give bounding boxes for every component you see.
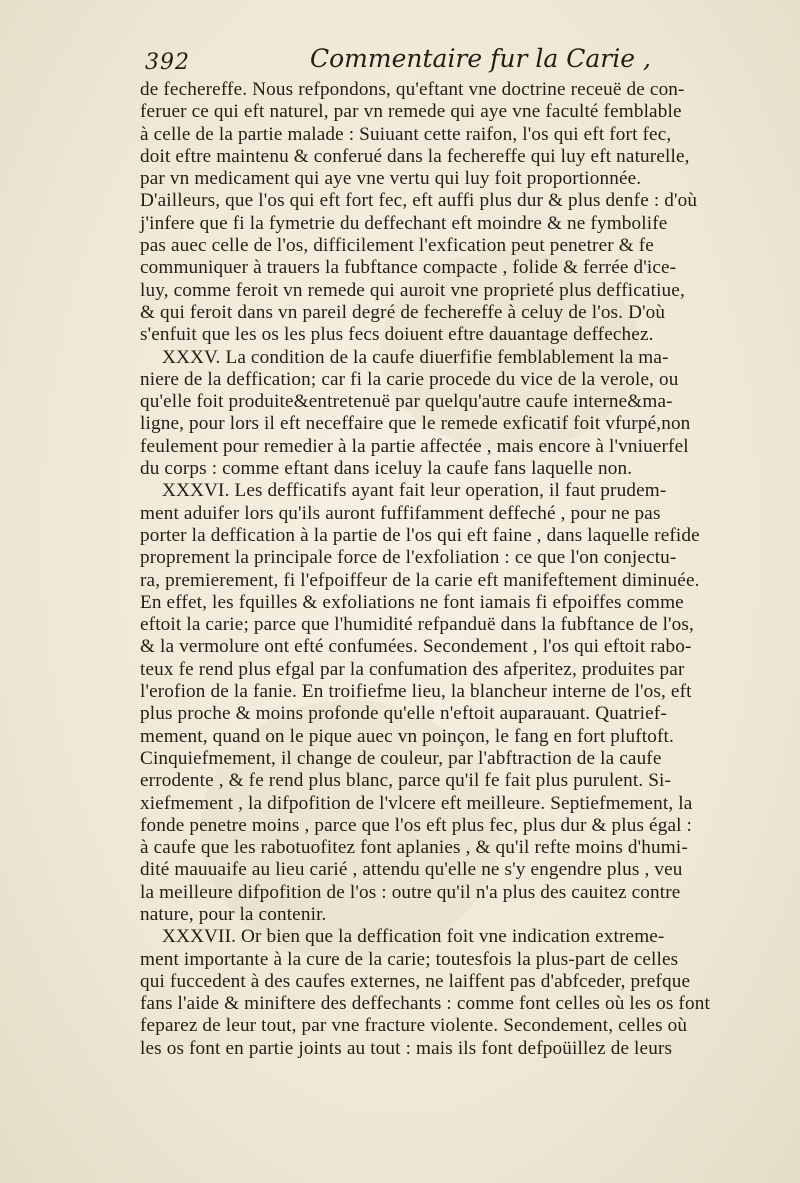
text-line: dité mauuaife au lieu carié , attendu qu'elle ne s'y engendre plus , veu xyxy=(140,859,683,881)
text-line: nature, pour la contenir. xyxy=(140,903,327,925)
text-line: du corps : comme eftant dans iceluy la caufe fans laquelle non. xyxy=(140,458,633,480)
text-line: à celle de la partie malade : Suiuant cette raifon, l'os qui eft fort fec, xyxy=(140,123,672,145)
text-line: communiquer à trauers la fubftance compacte , folide & ferrée d'ice- xyxy=(140,257,677,279)
body-text xyxy=(140,79,792,1060)
page-number: 392 xyxy=(145,50,190,75)
text-line: s'enfuit que les os les plus fecs doiuent eftre dauantage deffechez. xyxy=(140,324,654,346)
page-header xyxy=(145,44,650,84)
text-line: feparez de leur tout, par vne fracture violente. Secondement, celles où xyxy=(140,1015,688,1037)
text-line: ra, premierement, fi l'efpoiffeur de la carie eft manifeftement diminuée. xyxy=(140,569,700,591)
text-line: teux fe rend plus efgal par la confumation des afperitez, produites par xyxy=(140,658,685,680)
text-line: & qui feroit dans vn pareil degré de fechereffe à celuy de l'os. D'où xyxy=(140,301,666,323)
text-line: pas auec celle de l'os, difficilement l'exfication peut penetrer & fe xyxy=(140,235,654,257)
text-line: de fechereffe. Nous refpondons, qu'eftant vne doctrine receuë de con- xyxy=(140,79,685,100)
text-line: luy, comme feroit vn remede qui auroit vne proprieté plus defficatiue, xyxy=(140,279,685,301)
text-line: porter la deffication à la partie de l'os qui eft faine , dans laquelle refide xyxy=(140,524,700,546)
text-line: niere de la deffication; car fi la carie procede du vice de la verole, ou xyxy=(140,368,679,390)
running-title: Commentaire fur la Carie , xyxy=(310,44,651,73)
text-line: proprement la principale force de l'exfoliation : ce que l'on conjectu- xyxy=(140,547,677,569)
text-line: ment aduifer lors qu'ils auront fuffifamment deffeché , pour ne pas xyxy=(140,502,661,524)
text-line: XXXV. La condition de la caufe diuerfifie femblablement la ma- xyxy=(162,346,669,368)
text-line: En effet, les fquilles & exfoliations ne font iamais fi efpoiffes comme xyxy=(140,591,684,613)
text-line: doit eftre maintenu & conferué dans la fechereffe qui luy eft naturelle, xyxy=(140,145,690,167)
text-line: mement, quand on le pique auec vn poinçon, le fang en fort pluftoft. xyxy=(140,725,674,747)
text-line: XXXVI. Les defficatifs ayant fait leur operation, il faut prudem- xyxy=(162,480,667,502)
text-line: l'erofion de la fanie. En troifiefme lieu, la blancheur interne de l'os, eft xyxy=(140,681,692,703)
text-line: D'ailleurs, que l'os qui eft fort fec, eft auffi plus dur & plus denfe : d'où xyxy=(140,190,698,212)
text-line: qui fuccedent à des caufes externes, ne laiffent pas d'abfceder, prefque xyxy=(140,970,691,992)
text-line: j'infere que fi la fymetrie du deffechant eft moindre & ne fymbolife xyxy=(140,212,668,234)
text-line: XXXVII. Or bien que la deffication foit vne indication extreme- xyxy=(162,926,665,948)
text-line: xiefmement , la difpofition de l'vlcere eft meilleure. Septiefmement, la xyxy=(140,792,693,814)
text-line: plus proche & moins profonde qu'elle n'eftoit auparauant. Quatrief- xyxy=(140,703,667,725)
text-line: fonde penetre moins , parce que l'os eft plus fec, plus dur & plus égal : xyxy=(140,814,693,836)
text-line: les os font en partie joints au tout : mais ils font defpoüillez de leurs xyxy=(140,1037,673,1059)
text-line: errodente , & fe rend plus blanc, parce qu'il fe fait plus purulent. Si- xyxy=(140,770,672,792)
text-line: à caufe que les rabotuofitez font aplanies , & qu'il refte moins d'humi- xyxy=(140,837,688,859)
text-line: feruer ce qui eft naturel, par vn remede qui aye vne faculté femblable xyxy=(140,101,682,123)
text-line: eftoit la carie; parce que l'humidité refpanduë dans la fubftance de l'os, xyxy=(140,614,694,636)
text-line: & la vermolure ont efté confumées. Secondement , l'os qui eftoit rabo- xyxy=(140,636,692,658)
text-line: ligne, pour lors il eft neceffaire que le remede exficatif foit vfurpé,non xyxy=(140,413,691,435)
text-line: fans l'aide & miniftere des deffechants : comme font celles où les os font xyxy=(140,993,710,1015)
text-line: par vn medicament qui aye vne vertu qui luy foit proportionnée. xyxy=(140,168,642,190)
text-line: ment importante à la cure de la carie; toutesfois la plus-part de celles xyxy=(140,948,679,970)
text-line: qu'elle foit produite&entretenuë par quelqu'autre caufe interne&ma- xyxy=(140,391,673,413)
text-line: Cinquiefmement, il change de couleur, par l'abftraction de la caufe xyxy=(140,747,662,769)
text-line: feulement pour remedier à la partie affectée , mais encore à l'vniuerfel xyxy=(140,435,689,457)
text-line: la meilleure difpofition de l'os : outre qu'il n'a plus des cauitez contre xyxy=(140,881,681,903)
